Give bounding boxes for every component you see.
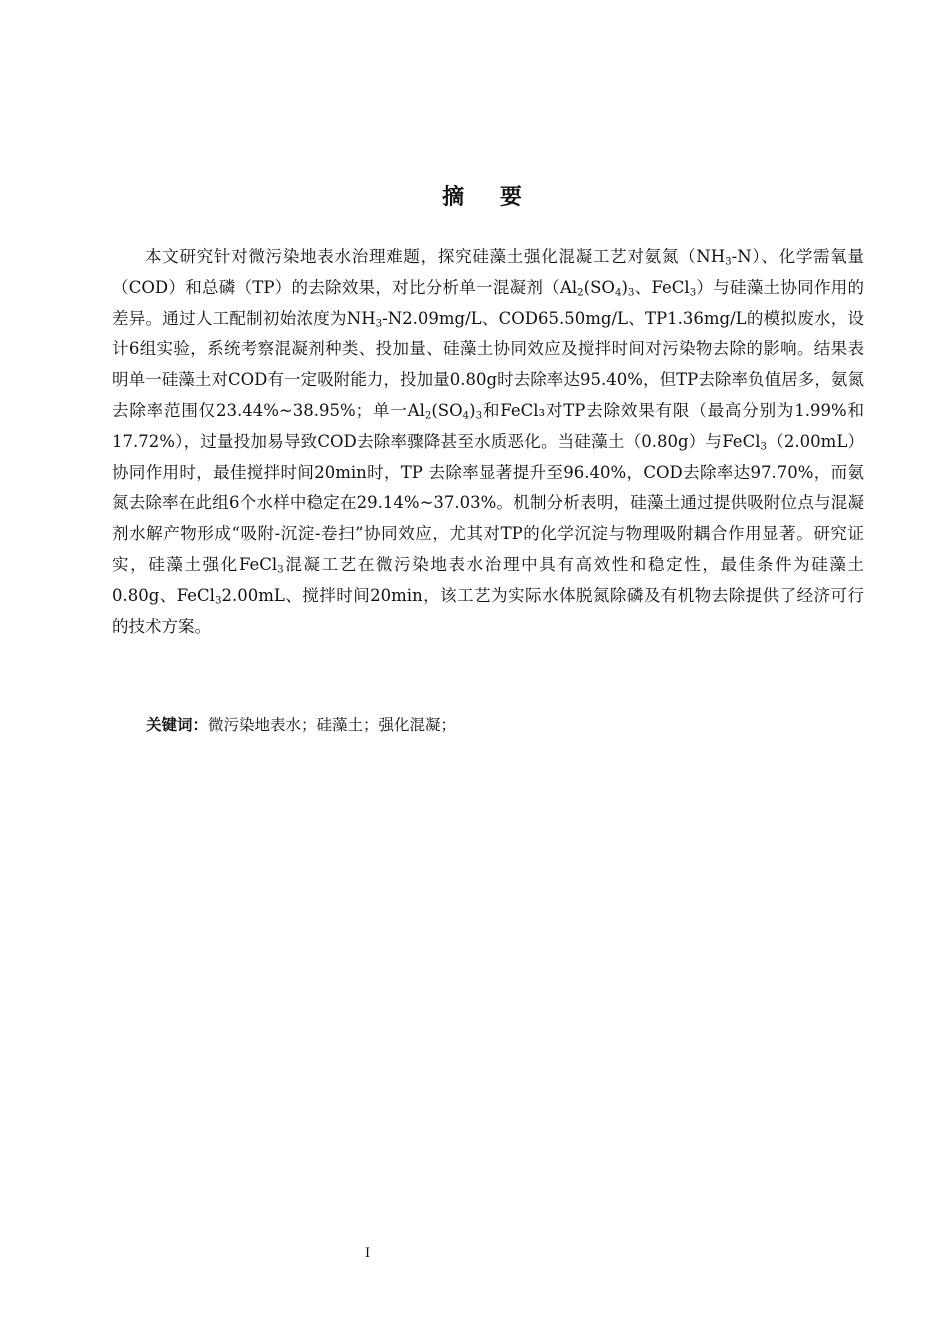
abstract-text: -N2.09mg/L、COD65.50mg/L、TP1.36mg/L的模拟废水，设计6组实验，系统考察混凝剂种类、投加量、硅藻土协同效应及搅拌时间对污染物去除的影响。结果表明单一硅藻土对COD有一定吸附能力，投加量0.80g时去除率达95.40%，但TP去除率负值居多，氨氮去除率范围仅23.44%~38.95%；单一Al <box>112 308 865 420</box>
subscript: 3 <box>277 564 284 576</box>
subscript: 4 <box>462 410 470 422</box>
subscript: 3 <box>760 441 767 453</box>
abstract-text: 本文研究针对微污染地表水治理难题，探究硅藻土强化混凝工艺对氨氮（NH <box>145 247 726 266</box>
abstract-text: ) <box>469 400 476 420</box>
abstract-text: （2.00mL）协同作用时，最佳搅拌时间20min时，TP 去除率显著提升至96.40%，COD去除率达97.70%，而氨氮去除率在此组6个水样中稳定在29.14%~37.03%。机制分析表明，硅藻土通过提供吸附位点与混凝剂水解产物形成“吸附-沉淀-卷扫”协同效应，尤其对TP的化学沉淀与物理吸附耦合作用显著。研究证实，硅藻土强化FeCl <box>112 431 864 574</box>
abstract-text: 2.00mL、搅拌时间20min，该工艺为实际水体脱氮除磷及有机物去除提供了经济可行的技术方案。 <box>112 585 865 636</box>
abstract-paragraph <box>112 242 864 642</box>
abstract-text: 和FeCl₃对TP去除效果有限（最高分别为1.99%和17.72%），过量投加易导致COD去除率骤降甚至水质恶化。当硅藻土（0.80g）与FeCl <box>112 400 864 451</box>
abstract-text: 混凝工艺在微污染地表水治理中具有高效性和稳定性，最佳条件为硅藻土0.80g、FeCl <box>112 554 865 605</box>
subscript: 3 <box>725 256 732 268</box>
abstract-text: (SO <box>431 400 463 420</box>
subscript: 4 <box>614 287 622 299</box>
subscript: 3 <box>214 595 222 607</box>
subscript: 3 <box>689 287 697 299</box>
abstract-text: ）与硅藻土协同作用的差异。通过人工配制初始浓度为NH <box>112 277 865 328</box>
subscript: 2 <box>424 410 432 422</box>
subscript: 2 <box>577 287 584 299</box>
keywords-label: 关键词： <box>146 716 209 734</box>
abstract-text: ) <box>621 277 628 297</box>
abstract-text: (SO <box>583 277 615 297</box>
subscript: 3 <box>375 318 383 330</box>
page-number: I <box>365 1246 371 1261</box>
abstract-text: -N）、化学需氧量（COD）和总磷（TP）的去除效果，对比分析单一混凝剂（Al <box>112 247 864 297</box>
subscript: 3 <box>475 410 483 422</box>
page-title: 摘 要 <box>442 185 536 210</box>
keywords <box>146 713 846 735</box>
subscript: 3 <box>627 287 635 299</box>
keywords-text: 微污染地表水；硅藻土；强化混凝； <box>208 716 457 734</box>
abstract-text: 、FeCl <box>634 277 690 297</box>
